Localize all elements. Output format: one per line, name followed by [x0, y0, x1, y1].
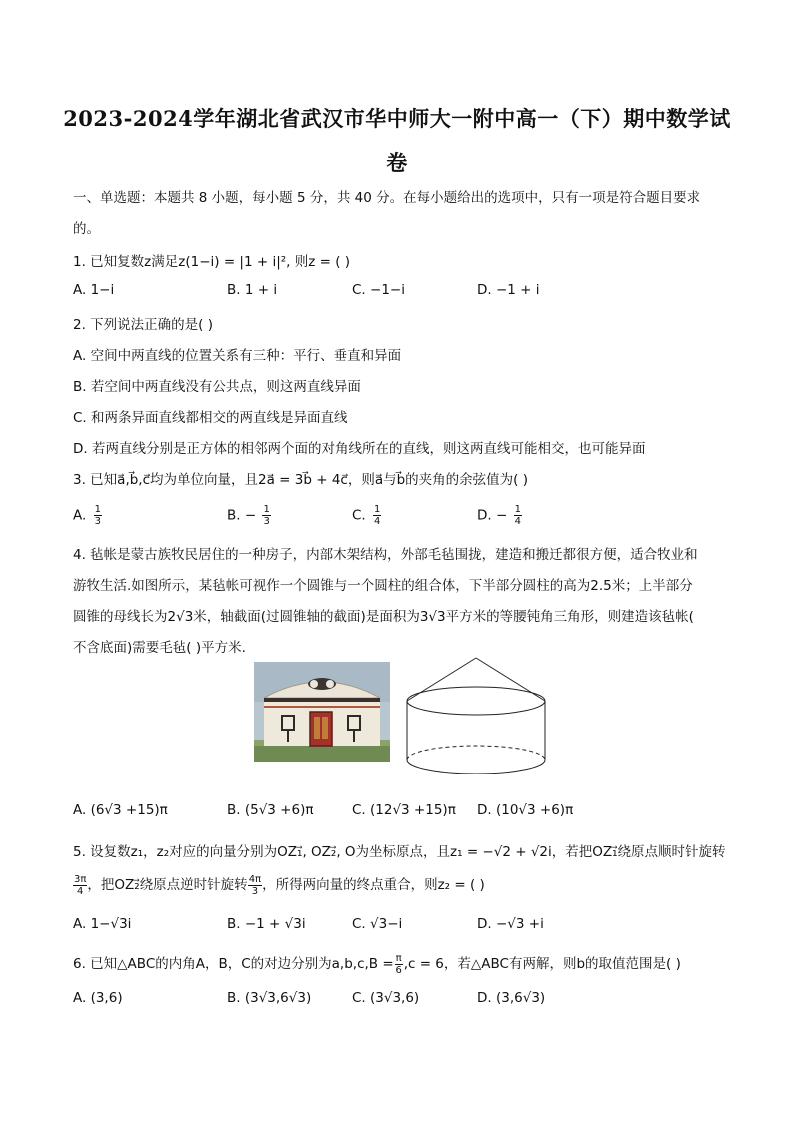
q3-option-d [477, 504, 522, 527]
q1-stem: 1. 已知复数z满足z(1−i) = |1 + i|², 则z = ( ) [73, 254, 351, 270]
q2-stem: 2. 下列说法正确的是( ) [73, 317, 213, 333]
cone-cylinder-diagram [403, 656, 549, 774]
q1-option-a: A. 1−i [73, 282, 115, 298]
q5-frac2-denominator: 3 [251, 885, 259, 897]
q6-option-a: A. (3,6) [73, 990, 123, 1006]
yurt-photo [254, 662, 390, 762]
q3-stem: 3. 已知a⃗,b⃗,c⃗均为单位向量，且2a⃗ = 3b⃗ + 4c⃗，则a⃗与b⃗的夹角的余弦值为( ) [73, 472, 529, 488]
q4-stem-line1: 4. 毡帐是蒙古族牧民居住的一种房子，内部木架结构，外部毛毡围拢，建造和搬迁都很方便，适合牧业和 [73, 547, 698, 563]
q4-option-c: C. (12√3 +15)π [352, 802, 456, 818]
q6-option-c: C. (3√3,6) [352, 990, 420, 1006]
q3-option-b-label: B. − [227, 507, 257, 524]
q3-d-numerator: 1 [514, 504, 521, 515]
q3-b-numerator: 1 [263, 504, 270, 515]
q3-option-c [352, 504, 381, 527]
section-heading-cont: 的。 [73, 221, 100, 237]
q1-option-b: B. 1 + i [227, 282, 278, 298]
section-heading: 一、单选题：本题共 8 小题，每小题 5 分，共 40 分。在每小题给出的选项中，只有一项是符合题目要求 [73, 190, 701, 206]
cone-cylinder-svg [403, 656, 549, 774]
q2-option-d: D. 若两直线分别是正方体的相邻两个面的对角线所在的直线，则这两直线可能相交，也可能异面 [73, 441, 646, 457]
q6-stem [73, 952, 681, 976]
q3-d-denominator: 4 [514, 516, 521, 527]
q3-option-d-label: D. − [477, 507, 508, 524]
q3-option-c-label: C. [352, 507, 366, 524]
q5-stem-line1: 5. 设复数z₁，z₂对应的向量分别为OZ₁⃗, OZ₂⃗, O为坐标原点，且z₁ = −√2 + √2i，若把OZ₁⃗绕原点顺时针旋转 [73, 844, 726, 860]
q4-stem-line3: 圆锥的母线长为2√3米，轴截面(过圆锥轴的截面)是面积为3√3平方米的等腰钝角三角形，则建造该毡帐( [73, 609, 694, 625]
q5-frac1-numerator: 3π [74, 873, 87, 885]
q5-option-b: B. −1 + √3i [227, 916, 306, 932]
q3-c-numerator: 1 [374, 504, 381, 515]
q5-frac2-numerator: 4π [248, 873, 262, 885]
q3-option-b [227, 504, 271, 527]
q3-b-denominator: 3 [263, 516, 270, 527]
q6-stem-pre: 6. 已知△ABC的内角A，B，C的对边分别为a,b,c,B = [73, 956, 394, 972]
q3-a-numerator: 1 [94, 504, 101, 515]
q4-option-b: B. (5√3 +6)π [227, 802, 314, 818]
q6-option-d: D. (3,6√3) [477, 990, 546, 1006]
q4-option-d: D. (10√3 +6)π [477, 802, 574, 818]
q6-stem-post: ,c = 6，若△ABC有两解，则b的取值范围是( ) [403, 956, 681, 972]
q6-frac-numerator: π [395, 952, 402, 964]
yurt-photo-image [254, 662, 390, 762]
exam-title-line1: 2023-2024学年湖北省武汉市华中师大一附中高一（下）期中数学试 [63, 106, 731, 131]
q5-option-a: A. 1−√3i [73, 916, 132, 932]
q5-frac1-denominator: 4 [77, 885, 84, 897]
q5-stem-line2-post: ，所得两向量的终点重合，则z₂ = ( ) [262, 877, 485, 893]
q5-option-c: C. √3−i [352, 916, 403, 932]
q6-option-b: B. (3√3,6√3) [227, 990, 312, 1006]
q4-stem-line2: 游牧生活.如图所示，某毡帐可视作一个圆锥与一个圆柱的组合体，下半部分圆柱的高为2.5米；上半部分 [73, 578, 693, 594]
q2-option-b: B. 若空间中两直线没有公共点，则这两直线异面 [73, 379, 361, 395]
q3-option-a [73, 504, 102, 527]
exam-title-line2: 卷 [386, 150, 408, 175]
q4-stem-line4: 不含底面)需要毛毡( )平方米. [73, 640, 246, 656]
q3-c-denominator: 4 [374, 516, 381, 527]
q5-stem-line2 [73, 873, 485, 897]
q3-a-denominator: 3 [94, 516, 101, 527]
q4-option-a: A. (6√3 +15)π [73, 802, 168, 818]
q2-option-a: A. 空间中两直线的位置关系有三种：平行、垂直和异面 [73, 348, 402, 364]
q1-option-d: D. −1 + i [477, 282, 540, 298]
q1-option-c: C. −1−i [352, 282, 405, 298]
q6-frac-denominator: 6 [395, 964, 402, 976]
q5-stem-line2-pre: ，把OZ₂⃗绕原点逆时针旋转 [87, 877, 248, 893]
q3-option-a-label: A. [73, 507, 87, 524]
q5-option-d: D. −√3 +i [477, 916, 544, 932]
q2-option-c: C. 和两条异面直线都相交的两直线是异面直线 [73, 410, 348, 426]
